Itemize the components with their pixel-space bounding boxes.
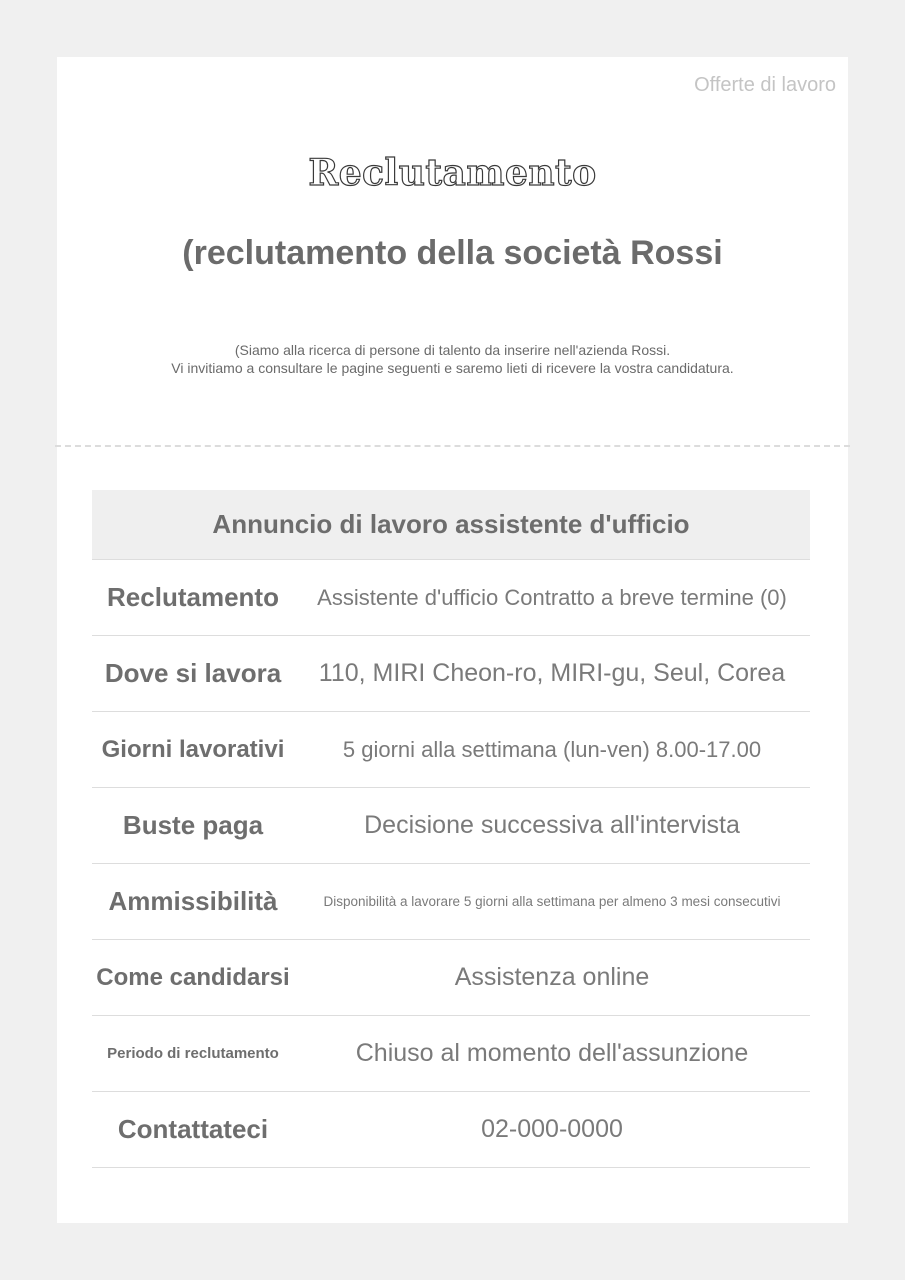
- row-label-dove-si-lavora: Dove si lavora: [104, 658, 282, 688]
- table-row: [92, 788, 810, 864]
- row-label-reclutamento: Reclutamento: [107, 582, 279, 612]
- intro-text: [57, 341, 848, 377]
- table-row: [92, 1016, 810, 1092]
- table-heading: Annuncio di lavoro assistente d'ufficio: [92, 490, 810, 560]
- table-row: [92, 1092, 810, 1168]
- row-value-ammissibilita: Disponibilità a lavorare 5 giorni alla settimana per almeno 3 mesi consecutivi: [323, 894, 781, 909]
- table-row: [92, 560, 810, 636]
- row-value-contattateci: 02-000-0000: [481, 1115, 623, 1143]
- row-label-contattateci: Contattateci: [117, 1114, 269, 1144]
- row-label-buste-paga: Buste paga: [122, 810, 264, 840]
- row-label-periodo-di-reclutamento: Periodo di reclutamento: [107, 1045, 279, 1062]
- row-label-ammissibilita: Ammissibilità: [108, 886, 278, 916]
- row-value-reclutamento: Assistente d'ufficio Contratto a breve termine (0): [317, 584, 787, 610]
- top-label: Offerte di lavoro: [694, 74, 836, 96]
- row-label-giorni-lavorativi: Giorni lavorativi: [101, 735, 285, 763]
- table-row: [92, 636, 810, 712]
- row-value-buste-paga: Decisione successiva all'intervista: [364, 811, 740, 839]
- row-value-periodo-di-reclutamento: Chiuso al momento dell'assunzione: [355, 1039, 749, 1067]
- intro-line-2: Vi invitiamo a consultare le pagine seguenti e saremo lieti di ricevere la vostra candidatura.: [171, 360, 734, 376]
- row-value-giorni-lavorativi: 5 giorni alla settimana (lun-ven) 8.00-17.00: [342, 736, 762, 762]
- job-posting-card: [57, 57, 848, 1223]
- page-subtitle: (reclutamento della società Rossi: [182, 234, 723, 272]
- row-value-dove-si-lavora: 110, MIRI Cheon-ro, MIRI-gu, Seul, Corea: [318, 659, 786, 687]
- row-value-come-candidarsi: Assistenza online: [454, 963, 650, 991]
- intro-line-1: (Siamo alla ricerca di persone di talento da inserire nell'azienda Rossi.: [234, 342, 671, 358]
- job-details-table: [92, 490, 810, 1168]
- dashed-divider: [55, 445, 850, 447]
- table-row: [92, 864, 810, 940]
- page-title: Reclutamento: [308, 152, 597, 194]
- table-row: [92, 712, 810, 788]
- table-row: [92, 940, 810, 1016]
- row-label-come-candidarsi: Come candidarsi: [96, 963, 290, 991]
